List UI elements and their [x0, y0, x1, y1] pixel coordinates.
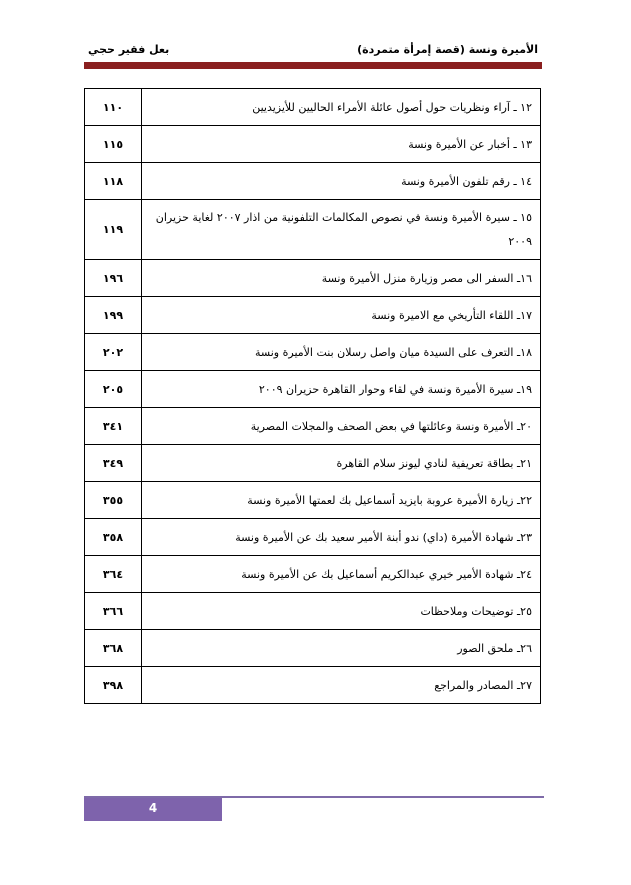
page-header [84, 40, 542, 64]
toc-row [85, 667, 541, 704]
toc-row [85, 260, 541, 297]
toc-entry-page: ٣٥٥ [85, 482, 142, 519]
toc-row [85, 408, 541, 445]
toc-row [85, 89, 541, 126]
toc-entry-page: ٣٦٨ [85, 630, 142, 667]
toc-entry-title: ٢٢ـ زيارة الأميرة عروبة بايزيد أسماعيل بك لعمتها الأميرة ونسة [142, 482, 541, 519]
toc-entry-page: ١٩٩ [85, 297, 142, 334]
toc-entry-page: ١١٥ [85, 126, 142, 163]
toc-entry-title: ٢١ـ بطاقة تعريفية لنادي ليونز سلام القاهرة [142, 445, 541, 482]
toc-entry-title: ٢٣ـ شهادة الأميرة (داي) ندو أبنة الأمير سعيد بك عن الأميرة ونسة [142, 519, 541, 556]
toc-entry-page: ٣٩٨ [85, 667, 142, 704]
toc-entry-page: ٣٦٦ [85, 593, 142, 630]
toc-entry-page: ٢٠٢ [85, 334, 142, 371]
toc-row [85, 593, 541, 630]
toc-entry-title: ٢٠ـ الأميرة ونسة وعائلتها في بعض الصحف والمجلات المصرية [142, 408, 541, 445]
toc-entry-page: ٣٤١ [85, 408, 142, 445]
toc-row [85, 519, 541, 556]
table-of-contents [84, 88, 541, 704]
book-title: الأميرة ونسة (قصة إمرأة متمردة) [357, 43, 538, 56]
toc-entry-page: ٣٥٨ [85, 519, 142, 556]
toc-row [85, 126, 541, 163]
toc-entry-title: ١٧ـ اللقاء التأريخي مع الاميرة ونسة [142, 297, 541, 334]
toc-entry-title: ٢٧ـ المصادر والمراجع [142, 667, 541, 704]
toc-entry-title: ٢٥ـ توضيحات وملاحظات [142, 593, 541, 630]
toc-entry-page: ٣٦٤ [85, 556, 142, 593]
header-rule [84, 62, 542, 69]
toc-row [85, 445, 541, 482]
toc-entry-title: ١٥ ـ سيرة الأميرة ونسة في نصوص المكالمات التلفونية من اذار ٢٠٠٧ لغاية حزيران ٢٠٠٩ [142, 200, 541, 260]
toc-entry-title: ١٤ ـ رقم تلفون الأميرة ونسة [142, 163, 541, 200]
toc-entry-title: ١٣ ـ أخبار عن الأميرة ونسة [142, 126, 541, 163]
toc-entry-title: ١٨ـ التعرف على السيدة ميان واصل رسلان بنت الأميرة ونسة [142, 334, 541, 371]
toc-row [85, 200, 541, 260]
toc-row [85, 482, 541, 519]
toc-entry-title: ٢٦ـ ملحق الصور [142, 630, 541, 667]
author-name: بعل فقير حجي [88, 43, 170, 56]
toc-row [85, 371, 541, 408]
toc-row [85, 163, 541, 200]
toc-entry-page: ٣٤٩ [85, 445, 142, 482]
toc-entry-page: ١١٩ [85, 200, 142, 260]
toc-row [85, 297, 541, 334]
toc-entry-title: ١٦ـ السفر الى مصر وزيارة منزل الأميرة ونسة [142, 260, 541, 297]
toc-row [85, 556, 541, 593]
toc-entry-page: ١١٨ [85, 163, 142, 200]
toc-entry-page: ١١٠ [85, 89, 142, 126]
toc-row [85, 334, 541, 371]
page-number: 4 [84, 798, 222, 821]
toc-entry-page: ٢٠٥ [85, 371, 142, 408]
toc-entry-title: ٢٤ـ شهادة الأمير خيري عبدالكريم أسماعيل بك عن الأميرة ونسة [142, 556, 541, 593]
toc-row [85, 630, 541, 667]
toc-entry-page: ١٩٦ [85, 260, 142, 297]
toc-entry-title: ١٩ـ سيرة الأميرة ونسة في لقاء وحوار القاهرة حزيران ٢٠٠٩ [142, 371, 541, 408]
toc-entry-title: ١٢ ـ آراء ونظريات حول أصول عائلة الأمراء الحاليين للأيزيديين [142, 89, 541, 126]
